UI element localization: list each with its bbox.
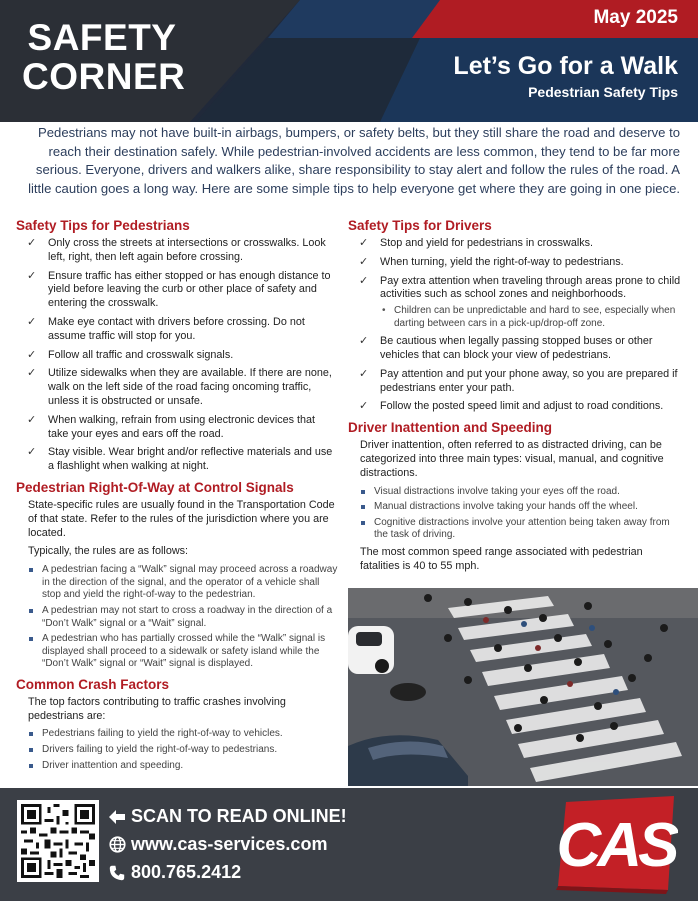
issue-date: May 2025 [593, 7, 678, 28]
crash-factors-intro: The top factors contributing to traffic crashes involving pedestrians are: [28, 695, 286, 722]
list-item: ✓ Pay attention and put your phone away, so you are prepared if pedestrians enter your path. [359, 367, 678, 394]
inattention-title: Driver Inattention and Speeding [348, 420, 553, 436]
brand-line-1: SAFETY [27, 17, 177, 58]
speed-range-fact: The most common speed range associated with pedestrian fatalities is 40 to 55 mph. [360, 545, 643, 572]
list-item: ✓ Follow all traffic and crosswalk signals. [27, 348, 234, 361]
right-column [348, 218, 684, 579]
checkmark-icon: ✓ [359, 367, 369, 380]
right-of-way-intro: State-specific rules are usually found in the Transportation Code of that state. Refer to the rules of the jurisdiction where you are located. [28, 498, 335, 539]
list-item: Pedestrians failing to yield the right-of-way to vehicles. [16, 728, 338, 741]
arrow-left-icon [108, 810, 126, 824]
list-item: ✓ Only cross the streets at intersections or crosswalks. Look left, right, then left again before crossing. [27, 237, 326, 263]
crash-factors-title: Common Crash Factors [16, 676, 170, 692]
checkmark-icon: ✓ [359, 335, 369, 348]
right-of-way-rules-lead: Typically, the rules are as follows: [28, 545, 189, 558]
list-item: ✓ Pay extra attention when traveling through areas prone to child activities such as school zones and neighborhoods. [359, 274, 681, 301]
list-item: ✓ Stay visible. Wear bright and/or reflective materials and use a flashlight when walking at night. [27, 446, 333, 473]
list-item: ✓ Follow the posted speed limit and adjust to road conditions. [359, 400, 664, 413]
scan-label: SCAN TO READ ONLINE! [131, 806, 347, 826]
pedestrian-tips-list [16, 237, 338, 474]
list-item: ✓ Utilize sidewalks when they are available. If there are none, walk on the left side of the road facing oncoming traffic, unless it is obstructed or unsafe. [27, 367, 332, 407]
inattention-list [348, 486, 684, 542]
inattention-intro: Driver inattention, often referred to as distracted driving, can be categorized into three main types: visual, manual, and cognitive distractions. [360, 439, 664, 479]
header-banner [0, 0, 698, 122]
checkmark-icon: ✓ [359, 274, 369, 287]
qr-code[interactable] [17, 800, 99, 882]
crash-factors-list [16, 728, 338, 772]
pedestrian-tips-title: Safety Tips for Pedestrians [16, 218, 190, 233]
driver-tips-list [348, 237, 684, 302]
list-item: A pedestrian may not start to cross a roadway in the direction of a “Don’t Walk” signal or a “Wait” signal. [16, 605, 338, 630]
driver-tips-list-continued [348, 335, 684, 414]
list-item: ✓ Be cautious when legally passing stopped buses or other vehicles that can block your view of pedestrians. [359, 335, 653, 361]
list-item: ✓ Stop and yield for pedestrians in crosswalks. [359, 237, 594, 249]
footer-bar [0, 788, 698, 901]
driver-tips-title: Safety Tips for Drivers [348, 218, 492, 233]
checkmark-icon: ✓ [27, 413, 37, 426]
checkmark-icon: ✓ [359, 400, 369, 413]
list-item: ✓ Make eye contact with drivers before crossing. Do not assume traffic will stop for you. [27, 315, 305, 342]
checkmark-icon: ✓ [27, 237, 37, 249]
brand-line-2: CORNER [22, 56, 186, 97]
left-column [16, 218, 338, 776]
list-item: Driver inattention and speeding. [16, 760, 338, 773]
page-subtitle: Pedestrian Safety Tips [528, 84, 678, 100]
website-row[interactable] [108, 834, 327, 855]
globe-icon [108, 836, 126, 853]
logo-text: CAS [556, 811, 676, 880]
checkmark-icon: ✓ [359, 255, 369, 268]
right-of-way-list [16, 564, 338, 671]
phone-row[interactable] [108, 862, 241, 883]
children-sub-note: • Children can be unpredictable and hard to see, especially when darting between cars in a pick-up/drop-off zone. [382, 305, 676, 329]
list-item: Visual distractions involve taking your eyes off the road. [348, 486, 684, 499]
list-item: A pedestrian facing a “Walk” signal may proceed across a roadway in the direction of the signal, and the operator of a vehicle shall stop and yield the right-of-way to the pedestrian. [16, 564, 338, 602]
list-item: Cognitive distractions involve your attention being taken away from the task of driving. [348, 517, 684, 542]
list-item: ✓ When walking, refrain from using electronic devices that take your eyes and ears off the road. [27, 413, 316, 440]
list-item: Drivers failing to yield the right-of-way to pedestrians. [16, 744, 338, 757]
checkmark-icon: ✓ [359, 237, 369, 249]
right-of-way-title: Pedestrian Right-Of-Way at Control Signals [16, 479, 294, 495]
safety-corner-brand [22, 17, 186, 97]
checkmark-icon: ✓ [27, 348, 37, 361]
cas-logo [556, 794, 678, 894]
crosswalk-photo [348, 588, 698, 786]
page-title: Let’s Go for a Walk [453, 52, 678, 80]
checkmark-icon: ✓ [27, 367, 37, 380]
checkmark-icon: ✓ [27, 446, 37, 459]
list-item: Manual distractions involve taking your hands off the wheel. [348, 501, 684, 514]
website-link[interactable]: www.cas-services.com [131, 834, 328, 854]
phone-icon [108, 865, 126, 881]
list-item: ✓ When turning, yield the right-of-way to pedestrians. [359, 255, 624, 268]
checkmark-icon: ✓ [27, 269, 37, 282]
phone-number[interactable]: 800.765.2412 [131, 862, 242, 882]
scan-to-read-row [108, 806, 347, 827]
checkmark-icon: ✓ [27, 315, 37, 328]
list-item: ✓ Ensure traffic has either stopped or has enough distance to yield before leaving the curb or other place of safety and entering the crosswalk. [27, 269, 331, 310]
list-item: A pedestrian who has partially crossed while the “Walk” signal is displayed shall proceed to a sidewalk or safety island while the “Don’t Walk” signal or “Wait” signal is displayed. [16, 633, 338, 671]
intro-paragraph: Pedestrians may not have built-in airbags, bumpers, or safety belts, but they still share the road and deserve to reach their destination safely. While pedestrian-involved accidents are less common, they tend to be far more serious. Everyone, drivers and walkers alike, share responsibility to stay alert and follow the rules of the road. A little caution goes a long way. Here are some simple tips to help everyone get where they are going in one piece. [28, 125, 680, 196]
